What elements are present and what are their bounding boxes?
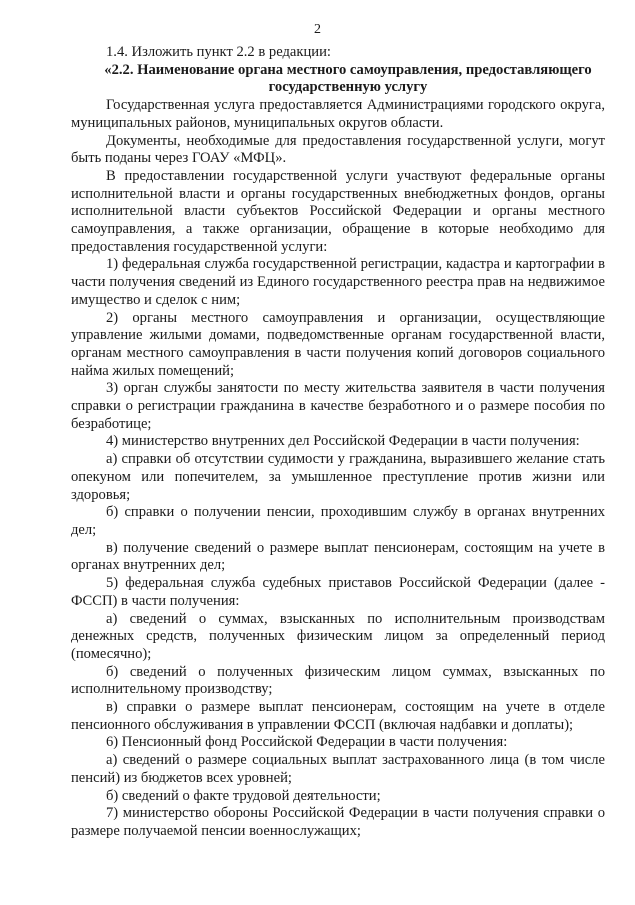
sub-list-item: а) справки об отсутствии судимости у гражданина, выразившего желание стать опекуном или попечителем, за умышленное преступление против жизни или здоровья; <box>71 451 605 503</box>
section-heading: «2.2. Наименование органа местного самоуправления, предоставляющего государственную услугу <box>104 61 592 96</box>
sub-list-item: в) получение сведений о размере выплат пенсионерам, состоящим на учете в органах внутренних дел; <box>71 539 605 574</box>
sub-list-item: а) сведений о суммах, взысканных по исполнительным производствам денежных средств, полученных физическим лицом за определенный период (помесячно); <box>71 610 605 662</box>
sub-list-item: а) сведений о размере социальных выплат застрахованного лица (в том числе пенсий) из бюджетов всех уровней; <box>71 752 605 786</box>
list-item: 6) Пенсионный фонд Российской Федерации в части получения: <box>106 734 508 751</box>
sub-list-item: б) справки о получении пенсии, проходившим службу в органах внутренних дел; <box>71 504 605 538</box>
list-item: 5) федеральная служба судебных приставов Российской Федерации (далее - ФССП) в части получения: <box>71 575 605 609</box>
list-item: 2) органы местного самоуправления и организации, осуществляющие управление жилыми домами, подведомственные органам государственной власти, органам местного самоуправления в части получения копий договоров социального найма жилых помещений; <box>71 309 605 379</box>
sub-list-item: в) справки о размере выплат пенсионерам, состоящим на учете в отделе пенсионного обслуживания в управлении ФССП (включая надбавки и доплаты); <box>71 699 605 733</box>
list-item: 3) орган службы занятости по месту жительства заявителя в части получения справки о регистрации гражданина в качестве безработного и о размере пособия по безработице; <box>71 380 605 432</box>
document-body <box>71 44 605 841</box>
list-item: 1) федеральная служба государственной регистрации, кадастра и картографии в части получения сведений из Единого государственного реестра прав на недвижимое имущество и сделок с ним; <box>71 256 605 308</box>
list-item: 4) министерство внутренних дел Российской Федерации в части получения: <box>106 433 580 450</box>
paragraph-amendment-intro: 1.4. Изложить пункт 2.2 в редакции: <box>106 44 331 60</box>
paragraph: Государственная услуга предоставляется Администрациями городского округа, муниципальных районов, муниципальных округов области. <box>71 97 605 131</box>
sub-list-item: б) сведений о факте трудовой деятельности; <box>106 787 381 804</box>
paragraph: В предоставлении государственной услуги участвуют федеральные органы исполнительной власти и органы государственных внебюджетных фондов, органы исполнительной власти субъектов Российской Федерации и органы местного самоуправления, а также организации, обращение в которые необходимо для предоставления государственной услуги: <box>71 167 605 255</box>
list-item: 7) министерство обороны Российской Федерации в части получения справки о размере получаемой пенсии военнослужащих; <box>71 805 605 839</box>
paragraph: Документы, необходимые для предоставления государственной услуги, могут быть поданы через ГОАУ «МФЦ». <box>71 132 605 167</box>
sub-list-item: б) сведений о полученных физическим лицом суммах, взысканных по исполнительному производству; <box>71 663 605 698</box>
page-number: 2 <box>314 22 321 37</box>
